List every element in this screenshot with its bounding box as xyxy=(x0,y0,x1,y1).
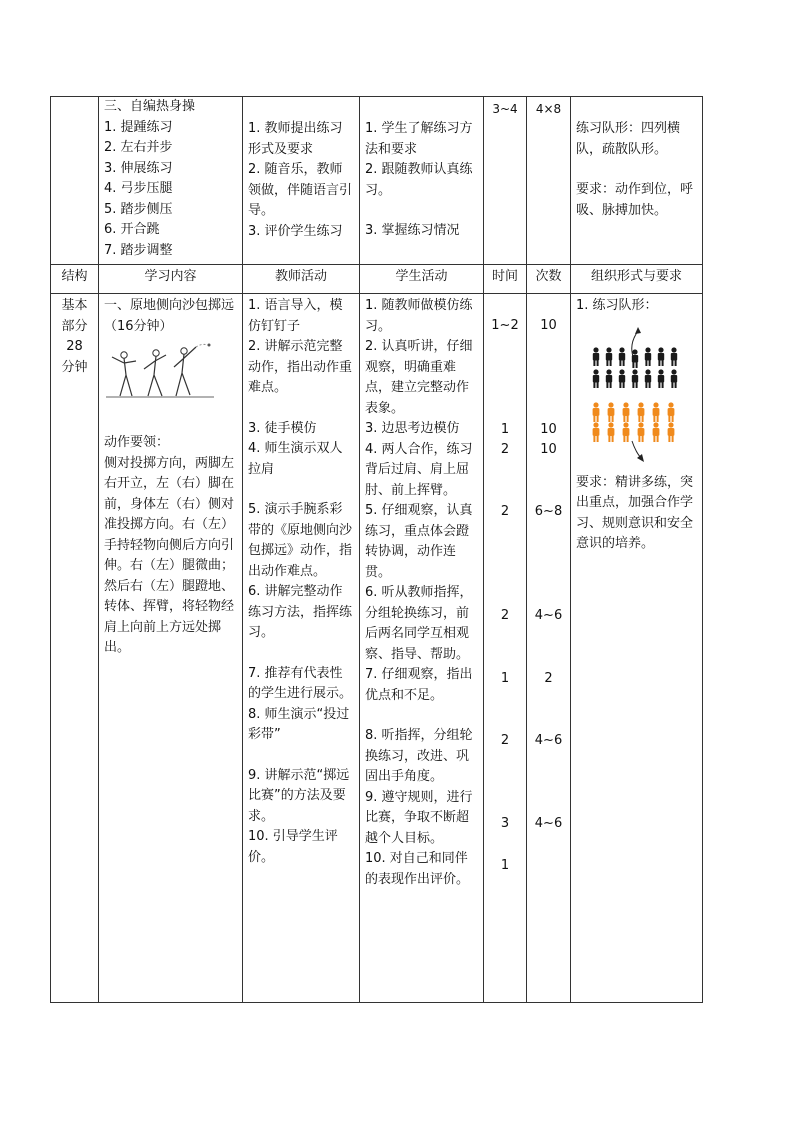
header-student: 学生活动 xyxy=(360,265,484,294)
count-value: 10 xyxy=(540,318,557,333)
structure-line: 28 xyxy=(66,339,83,354)
warmup-item: 3. 伸展练习 xyxy=(104,160,173,176)
warmup-teacher-item: 1. 教师提出练习形式及要求 xyxy=(248,121,343,157)
header-teacher: 教师活动 xyxy=(243,265,360,294)
count-value: 4~6 xyxy=(534,608,563,623)
lesson-plan-table xyxy=(50,96,703,1003)
time-value: 2 xyxy=(500,733,510,748)
time-value: 2 xyxy=(500,442,510,457)
warmup-org-cell xyxy=(571,97,703,265)
student-step: 4. 两人合作，练习背后过肩、肩上屈肘、前上挥臂。 xyxy=(365,441,473,498)
org-formation-title: 1. 练习队形： xyxy=(576,298,658,313)
main-teacher-cell xyxy=(243,294,360,1003)
warmup-item: 4. 弓步压腿 xyxy=(104,181,173,196)
student-step: 8. 听指挥，分组轮换练习，改进、巩固出手角度。 xyxy=(365,728,473,784)
student-step: 3. 边思考边模仿 xyxy=(365,421,460,436)
content-key-label: 动作要领： xyxy=(104,435,170,450)
header-time: 时间 xyxy=(484,265,527,294)
count-value: 4~6 xyxy=(534,816,563,831)
table-header-row xyxy=(51,265,703,294)
warmup-teacher-cell xyxy=(243,97,360,265)
count-value: 2 xyxy=(544,671,553,686)
time-value: 1 xyxy=(500,422,510,437)
count-value: 4~6 xyxy=(534,733,563,748)
student-step: 6. 听从教师指挥，分组轮换练习，前后两名同学互相观察、指导、帮助。 xyxy=(365,585,473,662)
warmup-row xyxy=(51,97,703,265)
student-step: 10. 对自己和同伴的表现作出评价。 xyxy=(365,851,470,887)
time-value: 1~2 xyxy=(491,318,519,333)
orange-row-2 xyxy=(593,422,675,442)
teacher-step: 1. 语言导入，模仿钉钉子 xyxy=(248,298,343,334)
teacher-step: 6. 讲解完整动作练习方法，指挥练习。 xyxy=(248,584,353,640)
content-title: 一、原地侧向沙包掷远（16分钟） xyxy=(104,298,235,334)
teacher-step: 5. 演示手腕系彩带的《原地侧向沙包掷远》动作，指出动作难点。 xyxy=(248,502,353,579)
warmup-org-requirement: 要求：动作到位，呼吸、脉搏加快。 xyxy=(576,182,694,218)
warmup-teacher-item: 2. 随音乐，教师领做，伴随语言引导。 xyxy=(248,162,353,218)
student-step: 1. 随教师做模仿练习。 xyxy=(365,298,473,334)
warmup-student-item: 2. 跟随教师认真练习。 xyxy=(365,162,473,198)
dark-row-2 xyxy=(593,369,677,388)
warmup-item: 1. 提踵练习 xyxy=(104,119,173,135)
count-value: 6~8 xyxy=(534,504,563,519)
throwing-illustration xyxy=(104,339,216,401)
warmup-teacher-item: 3. 评价学生练习 xyxy=(248,223,343,239)
header-content: 学习内容 xyxy=(99,265,243,294)
warmup-item: 2. 左右并步 xyxy=(104,140,173,155)
time-value: 2 xyxy=(500,504,510,519)
teacher-step: 7. 推荐有代表性的学生进行展示。 xyxy=(248,665,353,701)
teacher-step: 2. 讲解示范完整动作，指出动作重难点。 xyxy=(248,339,353,395)
time-value: 3 xyxy=(500,816,510,831)
teacher-step: 3. 徒手模仿 xyxy=(248,420,317,436)
structure-line: 分钟 xyxy=(61,359,88,375)
warmup-content-cell xyxy=(99,97,243,265)
time-value: 2 xyxy=(500,608,510,623)
warmup-student-cell xyxy=(360,97,484,265)
teacher-step: 10. 引导学生评价。 xyxy=(248,829,338,865)
warmup-time-cell: 3~4 xyxy=(484,97,527,265)
org-requirement: 要求：精讲多练，突出重点，加强合作学习、规则意识和安全意识的培养。 xyxy=(576,474,694,551)
main-structure-cell xyxy=(51,294,99,1003)
main-row xyxy=(51,294,703,1003)
main-content-cell xyxy=(99,294,243,1003)
structure-line: 基本 xyxy=(61,298,88,313)
teacher-step: 4. 师生演示双人拉肩 xyxy=(248,441,343,477)
warmup-student-item: 3. 掌握练习情况 xyxy=(365,223,460,238)
warmup-student-item: 1. 学生了解练习方法和要求 xyxy=(365,121,473,157)
header-structure: 结构 xyxy=(51,265,99,294)
warmup-count-cell: 4×8 xyxy=(527,97,571,265)
main-org-cell xyxy=(571,294,703,1003)
main-count-cell xyxy=(527,294,571,1003)
time-value: 1 xyxy=(500,858,510,873)
warmup-structure-cell xyxy=(51,97,99,265)
teacher-step: 8. 师生演示“投过彩带” xyxy=(248,706,350,742)
warmup-content-title: 三、自编热身操 xyxy=(104,99,196,114)
student-step: 2. 认真听讲，仔细观察，明确重难点，建立完整动作表象。 xyxy=(365,339,473,416)
main-time-cell xyxy=(484,294,527,1003)
header-org: 组织形式与要求 xyxy=(571,265,703,294)
count-value: 10 xyxy=(540,422,557,437)
dark-row-1 xyxy=(593,347,677,368)
teacher-step: 9. 讲解示范“掷远比赛”的方法及要求。 xyxy=(248,767,350,824)
student-step: 7. 仔细观察，指出优点和不足。 xyxy=(365,667,473,703)
structure-line: 部分 xyxy=(61,318,88,334)
warmup-item: 6. 开合跳 xyxy=(104,222,160,237)
student-step: 5. 仔细观察，认真练习，重点体会蹬转协调，动作连贯。 xyxy=(365,503,473,580)
header-count: 次数 xyxy=(527,265,571,294)
count-value: 10 xyxy=(540,442,557,457)
orange-row-1 xyxy=(593,402,675,422)
content-key-text: 侧对投掷方向，两脚左右开立，左（右）脚在前，身体左（右）侧对准投掷方向。右（左）手持轻物向侧后方向引伸。右（左）腿微曲；然后右（左）腿蹬地、转体、挥臂，将轻物经肩上向前上方远处掷出。 xyxy=(104,455,235,655)
warmup-item: 7. 踏步调整 xyxy=(104,242,173,258)
main-student-cell xyxy=(360,294,484,1003)
warmup-item: 5. 踏步侧压 xyxy=(104,201,173,217)
time-value: 1 xyxy=(500,671,510,686)
student-step: 9. 遵守规则，进行比赛，争取不断超越个人目标。 xyxy=(365,789,473,846)
formation-diagram xyxy=(576,317,696,463)
warmup-org-formation: 练习队形：四列横队，疏散队形。 xyxy=(576,121,681,157)
